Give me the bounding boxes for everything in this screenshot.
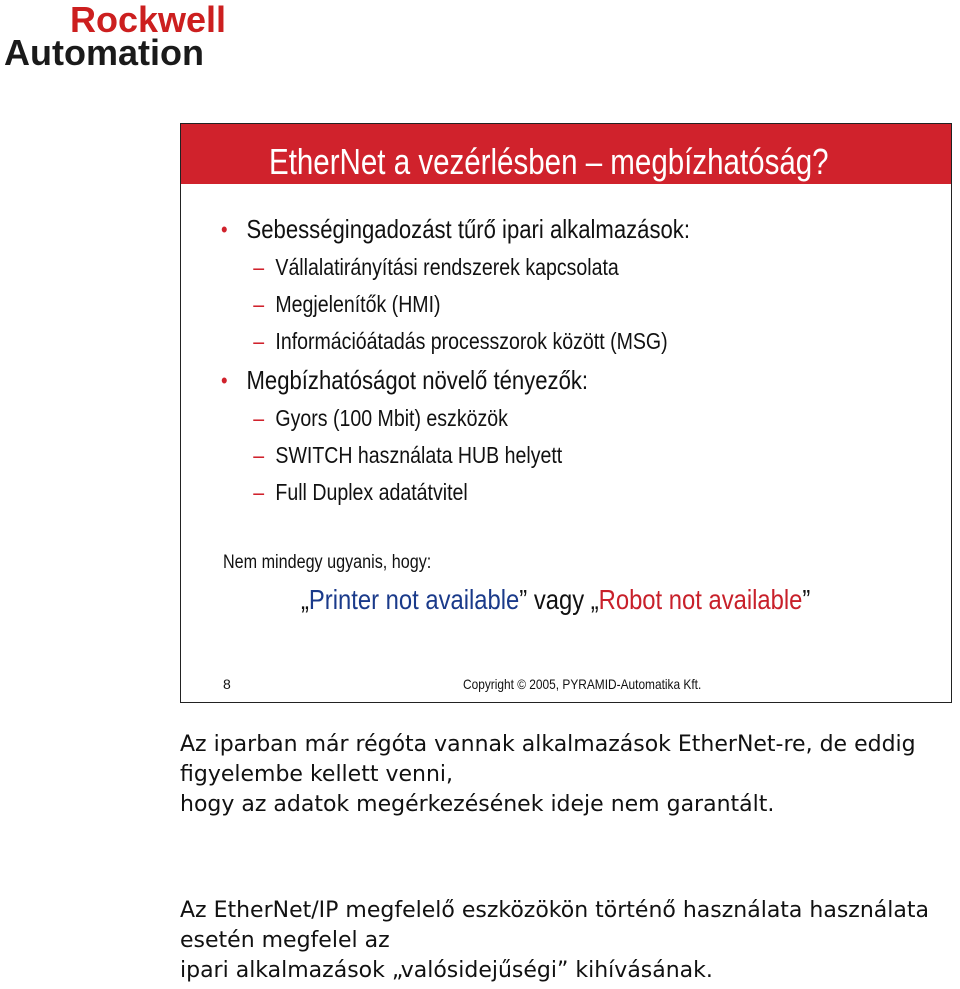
bullet-dot-icon: • bbox=[221, 368, 228, 393]
dash-icon: – bbox=[253, 254, 265, 280]
sub-bullet-text: Vállalatirányítási rendszerek kapcsolata bbox=[275, 254, 619, 280]
sub-bullet-text: Megjelenítők (HMI) bbox=[275, 291, 441, 317]
quote-open-mark: „ bbox=[301, 584, 309, 615]
quote-close-mark: ” bbox=[802, 584, 811, 615]
quote-line bbox=[301, 584, 810, 616]
quote-printer: Printer not available bbox=[308, 584, 520, 615]
logo-line-automation: Automation bbox=[4, 32, 204, 73]
slide-frame bbox=[180, 123, 952, 703]
paragraph-line: hogy az adatok megérkezésének ideje nem garantált. bbox=[180, 792, 775, 817]
bullet-text: Sebességingadozást tűrő ipari alkalmazások: bbox=[246, 214, 690, 244]
slide-note: Nem mindegy ugyanis, hogy: bbox=[223, 552, 432, 573]
sub-bullet-item bbox=[221, 405, 690, 442]
slide-page-number: 8 bbox=[223, 676, 231, 692]
dash-icon: – bbox=[253, 328, 265, 354]
bullet-dot-icon: • bbox=[221, 217, 228, 242]
sub-bullet-item bbox=[221, 328, 690, 365]
sub-bullet-text: Információátadás processzorok között (MSG) bbox=[275, 328, 668, 354]
bullet-item bbox=[221, 214, 690, 254]
sub-bullet-item bbox=[221, 291, 690, 328]
paragraph-line: ipari alkalmazások „valósidejűségi” kihívásának. bbox=[180, 958, 713, 983]
quote-robot: Robot not available bbox=[598, 584, 803, 615]
logo-line-rockwell: Rockwell bbox=[70, 0, 227, 40]
slide-copyright: Copyright © 2005, PYRAMID-Automatika Kft. bbox=[463, 676, 702, 692]
sub-bullet-item bbox=[221, 254, 690, 291]
dash-icon: – bbox=[253, 442, 265, 468]
sub-bullet-text: SWITCH használata HUB helyett bbox=[275, 442, 563, 468]
quote-close-mark: ” bbox=[519, 584, 528, 615]
sub-bullet-item bbox=[221, 442, 690, 479]
slide-title: EtherNet a vezérlésben – megbízhatóság? bbox=[269, 141, 829, 182]
dash-icon: – bbox=[253, 479, 265, 505]
bullet-item bbox=[221, 365, 690, 405]
slide-bullet-list bbox=[221, 214, 773, 516]
paragraph-2 bbox=[180, 896, 929, 986]
paragraph-line: figyelembe kellett venni, bbox=[180, 762, 453, 787]
sub-bullet-item bbox=[221, 479, 690, 516]
paragraph-line: esetén megfelel az bbox=[180, 928, 390, 953]
dash-icon: – bbox=[253, 405, 265, 431]
dash-icon: – bbox=[253, 291, 265, 317]
bullet-text: Megbízhatóságot növelő tényezők: bbox=[246, 365, 589, 395]
paragraph-1 bbox=[180, 730, 916, 820]
paragraph-line: Az EtherNet/IP megfelelő eszközökön történő használata használata bbox=[180, 898, 929, 923]
paragraph-line: Az iparban már régóta vannak alkalmazások EtherNet-re, de eddig bbox=[180, 732, 916, 757]
sub-bullet-text: Gyors (100 Mbit) eszközök bbox=[275, 405, 508, 431]
quote-open-mark: „ bbox=[590, 584, 599, 615]
quote-middle: vagy bbox=[527, 584, 591, 615]
sub-bullet-text: Full Duplex adatátvitel bbox=[275, 479, 468, 505]
